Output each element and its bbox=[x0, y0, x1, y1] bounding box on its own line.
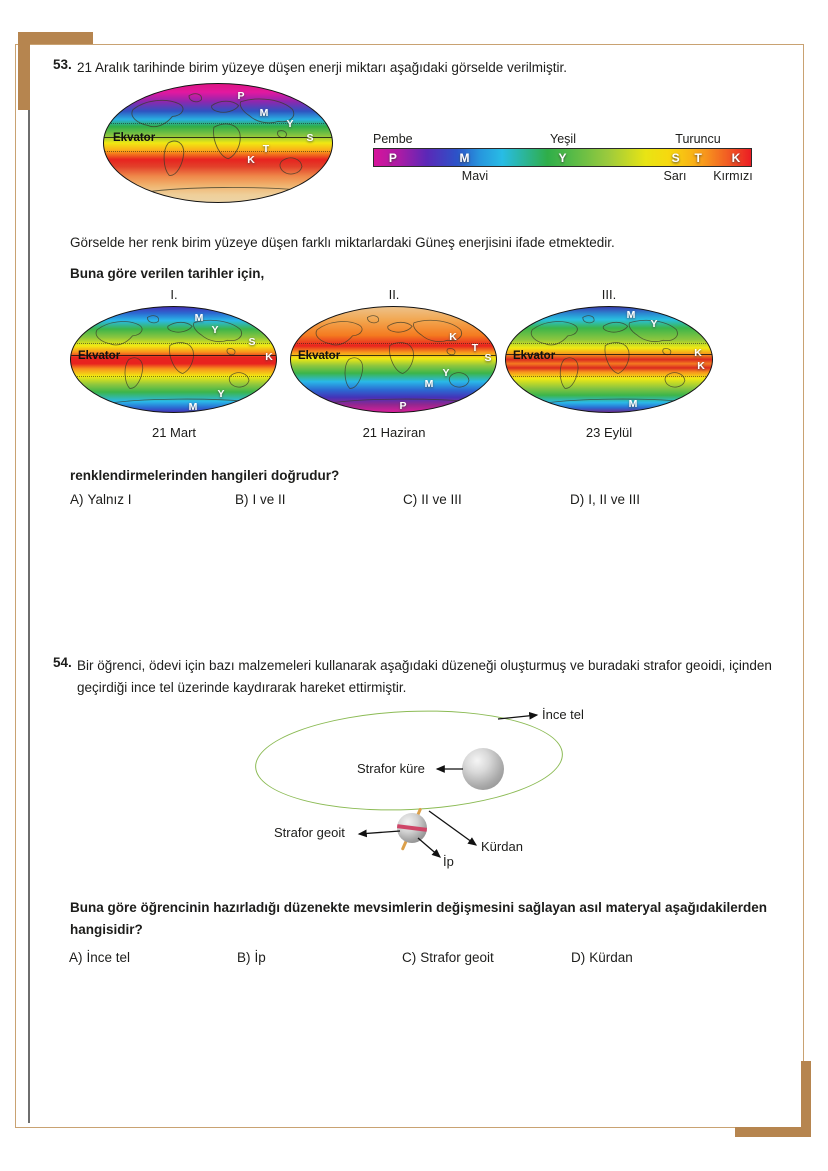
equator-label: Ekvator bbox=[78, 350, 121, 362]
legend-label-turuncu: Turuncu bbox=[675, 132, 721, 146]
page-border bbox=[15, 44, 804, 1128]
equator-label: Ekvator bbox=[113, 132, 156, 144]
label-strafor-kure: Strafor küre bbox=[357, 761, 425, 776]
map-letter: Y bbox=[442, 366, 450, 379]
option-b: B) İp bbox=[237, 950, 266, 965]
option-d: D) I, II ve III bbox=[570, 492, 641, 507]
map-letter: K bbox=[697, 359, 705, 372]
legend-label-yesil: Yeşil bbox=[550, 132, 576, 146]
question-text: Buna göre öğrencinin hazırladığı düzenekte mevsimlerin değişmesini sağlayan asıl materyal aşağıdakilerden hangisidir? bbox=[70, 900, 767, 938]
legend-label-mavi: Mavi bbox=[461, 169, 489, 183]
world-map-eylul bbox=[505, 306, 713, 413]
question-number: 53. bbox=[53, 57, 72, 72]
legend-letter: Y bbox=[558, 150, 567, 165]
equator-label: Ekvator bbox=[298, 350, 341, 362]
map-letter: T bbox=[471, 341, 479, 354]
map-letter: M bbox=[628, 397, 638, 410]
map-letter: S bbox=[484, 351, 492, 364]
label-ip: İp bbox=[443, 854, 454, 869]
equator-label: Ekvator bbox=[513, 350, 556, 362]
diagram-arrows bbox=[240, 695, 640, 880]
option-c: C) Strafor geoit bbox=[402, 950, 494, 965]
question-intro: Bir öğrenci, ödevi için bazı malzemeleri kullanarak aşağıdaki düzeneği oluşturmuş ve buradaki strafor geoidi, içinden geçirdiği ince tel üzerinde kaydırarak hareket ettirmiştir. bbox=[77, 658, 772, 696]
color-legend bbox=[373, 133, 751, 185]
label-kurdan: Kürdan bbox=[481, 839, 523, 854]
map-letter: Y bbox=[217, 387, 225, 400]
map-caption-mart: 21 Mart bbox=[151, 425, 197, 440]
roman-label-iii: III. bbox=[601, 287, 617, 302]
option-c: C) II ve III bbox=[403, 492, 462, 507]
question-number: 54. bbox=[53, 655, 72, 670]
map-letter: S bbox=[248, 335, 256, 348]
map-letter: M bbox=[424, 377, 434, 390]
legend-letter: S bbox=[671, 150, 680, 165]
map-letter: P bbox=[237, 89, 245, 102]
corner-bracket-bottom-right bbox=[801, 1061, 811, 1137]
legend-label-pembe: Pembe bbox=[373, 132, 413, 146]
corner-bracket-top-left bbox=[18, 32, 30, 110]
map-letter: K bbox=[694, 346, 702, 359]
roman-label-i: I. bbox=[170, 287, 178, 302]
map-letter: M bbox=[626, 308, 636, 321]
map-letter: K bbox=[265, 350, 273, 363]
corner-bracket-bottom-right bbox=[735, 1127, 811, 1137]
legend-label-kirmizi: Kırmızı bbox=[713, 169, 753, 183]
legend-letter: T bbox=[694, 150, 702, 165]
world-map-haziran bbox=[290, 306, 497, 413]
map-letter: M bbox=[194, 311, 204, 324]
map-letter: S bbox=[306, 131, 314, 144]
map-letter: K bbox=[449, 330, 457, 343]
label-ince-tel: İnce tel bbox=[542, 707, 584, 722]
legend-gradient-bar bbox=[373, 148, 752, 167]
legend-label-sari: Sarı bbox=[663, 169, 687, 183]
question-description: Görselde her renk birim yüzeye düşen farklı miktarlardaki Güneş enerjisini ifade etmektedir. bbox=[70, 235, 615, 250]
label-strafor-geoit: Strafor geoit bbox=[274, 825, 345, 840]
world-map-december bbox=[103, 83, 333, 203]
question-intro: 21 Aralık tarihinde birim yüzeye düşen enerji miktarı aşağıdaki görselde verilmiştir. bbox=[77, 60, 567, 75]
legend-letter: P bbox=[388, 150, 397, 165]
map-caption-haziran: 21 Haziran bbox=[362, 425, 426, 440]
question-stem: Buna göre verilen tarihler için, bbox=[70, 266, 265, 281]
map-letter: M bbox=[188, 400, 198, 413]
legend-letter: M bbox=[459, 150, 470, 165]
option-b: B) I ve II bbox=[235, 492, 286, 507]
roman-label-ii: II. bbox=[388, 287, 400, 302]
legend-letter: K bbox=[731, 150, 741, 165]
map-caption-eylul: 23 Eylül bbox=[585, 425, 633, 440]
map-letter: T bbox=[262, 142, 270, 155]
world-map-mart bbox=[70, 306, 277, 413]
map-letter: K bbox=[247, 153, 255, 166]
map-letter: M bbox=[259, 106, 269, 119]
option-a: A) Yalnız I bbox=[70, 492, 132, 507]
question-text: renklendirmelerinden hangileri doğrudur? bbox=[70, 468, 340, 483]
map-letter: Y bbox=[650, 317, 658, 330]
map-letter: P bbox=[399, 399, 407, 412]
option-d: D) Kürdan bbox=[571, 950, 633, 965]
left-rule bbox=[28, 43, 30, 1123]
map-letter: Y bbox=[286, 117, 294, 130]
map-letter: Y bbox=[211, 323, 219, 336]
option-a: A) İnce tel bbox=[69, 950, 131, 965]
